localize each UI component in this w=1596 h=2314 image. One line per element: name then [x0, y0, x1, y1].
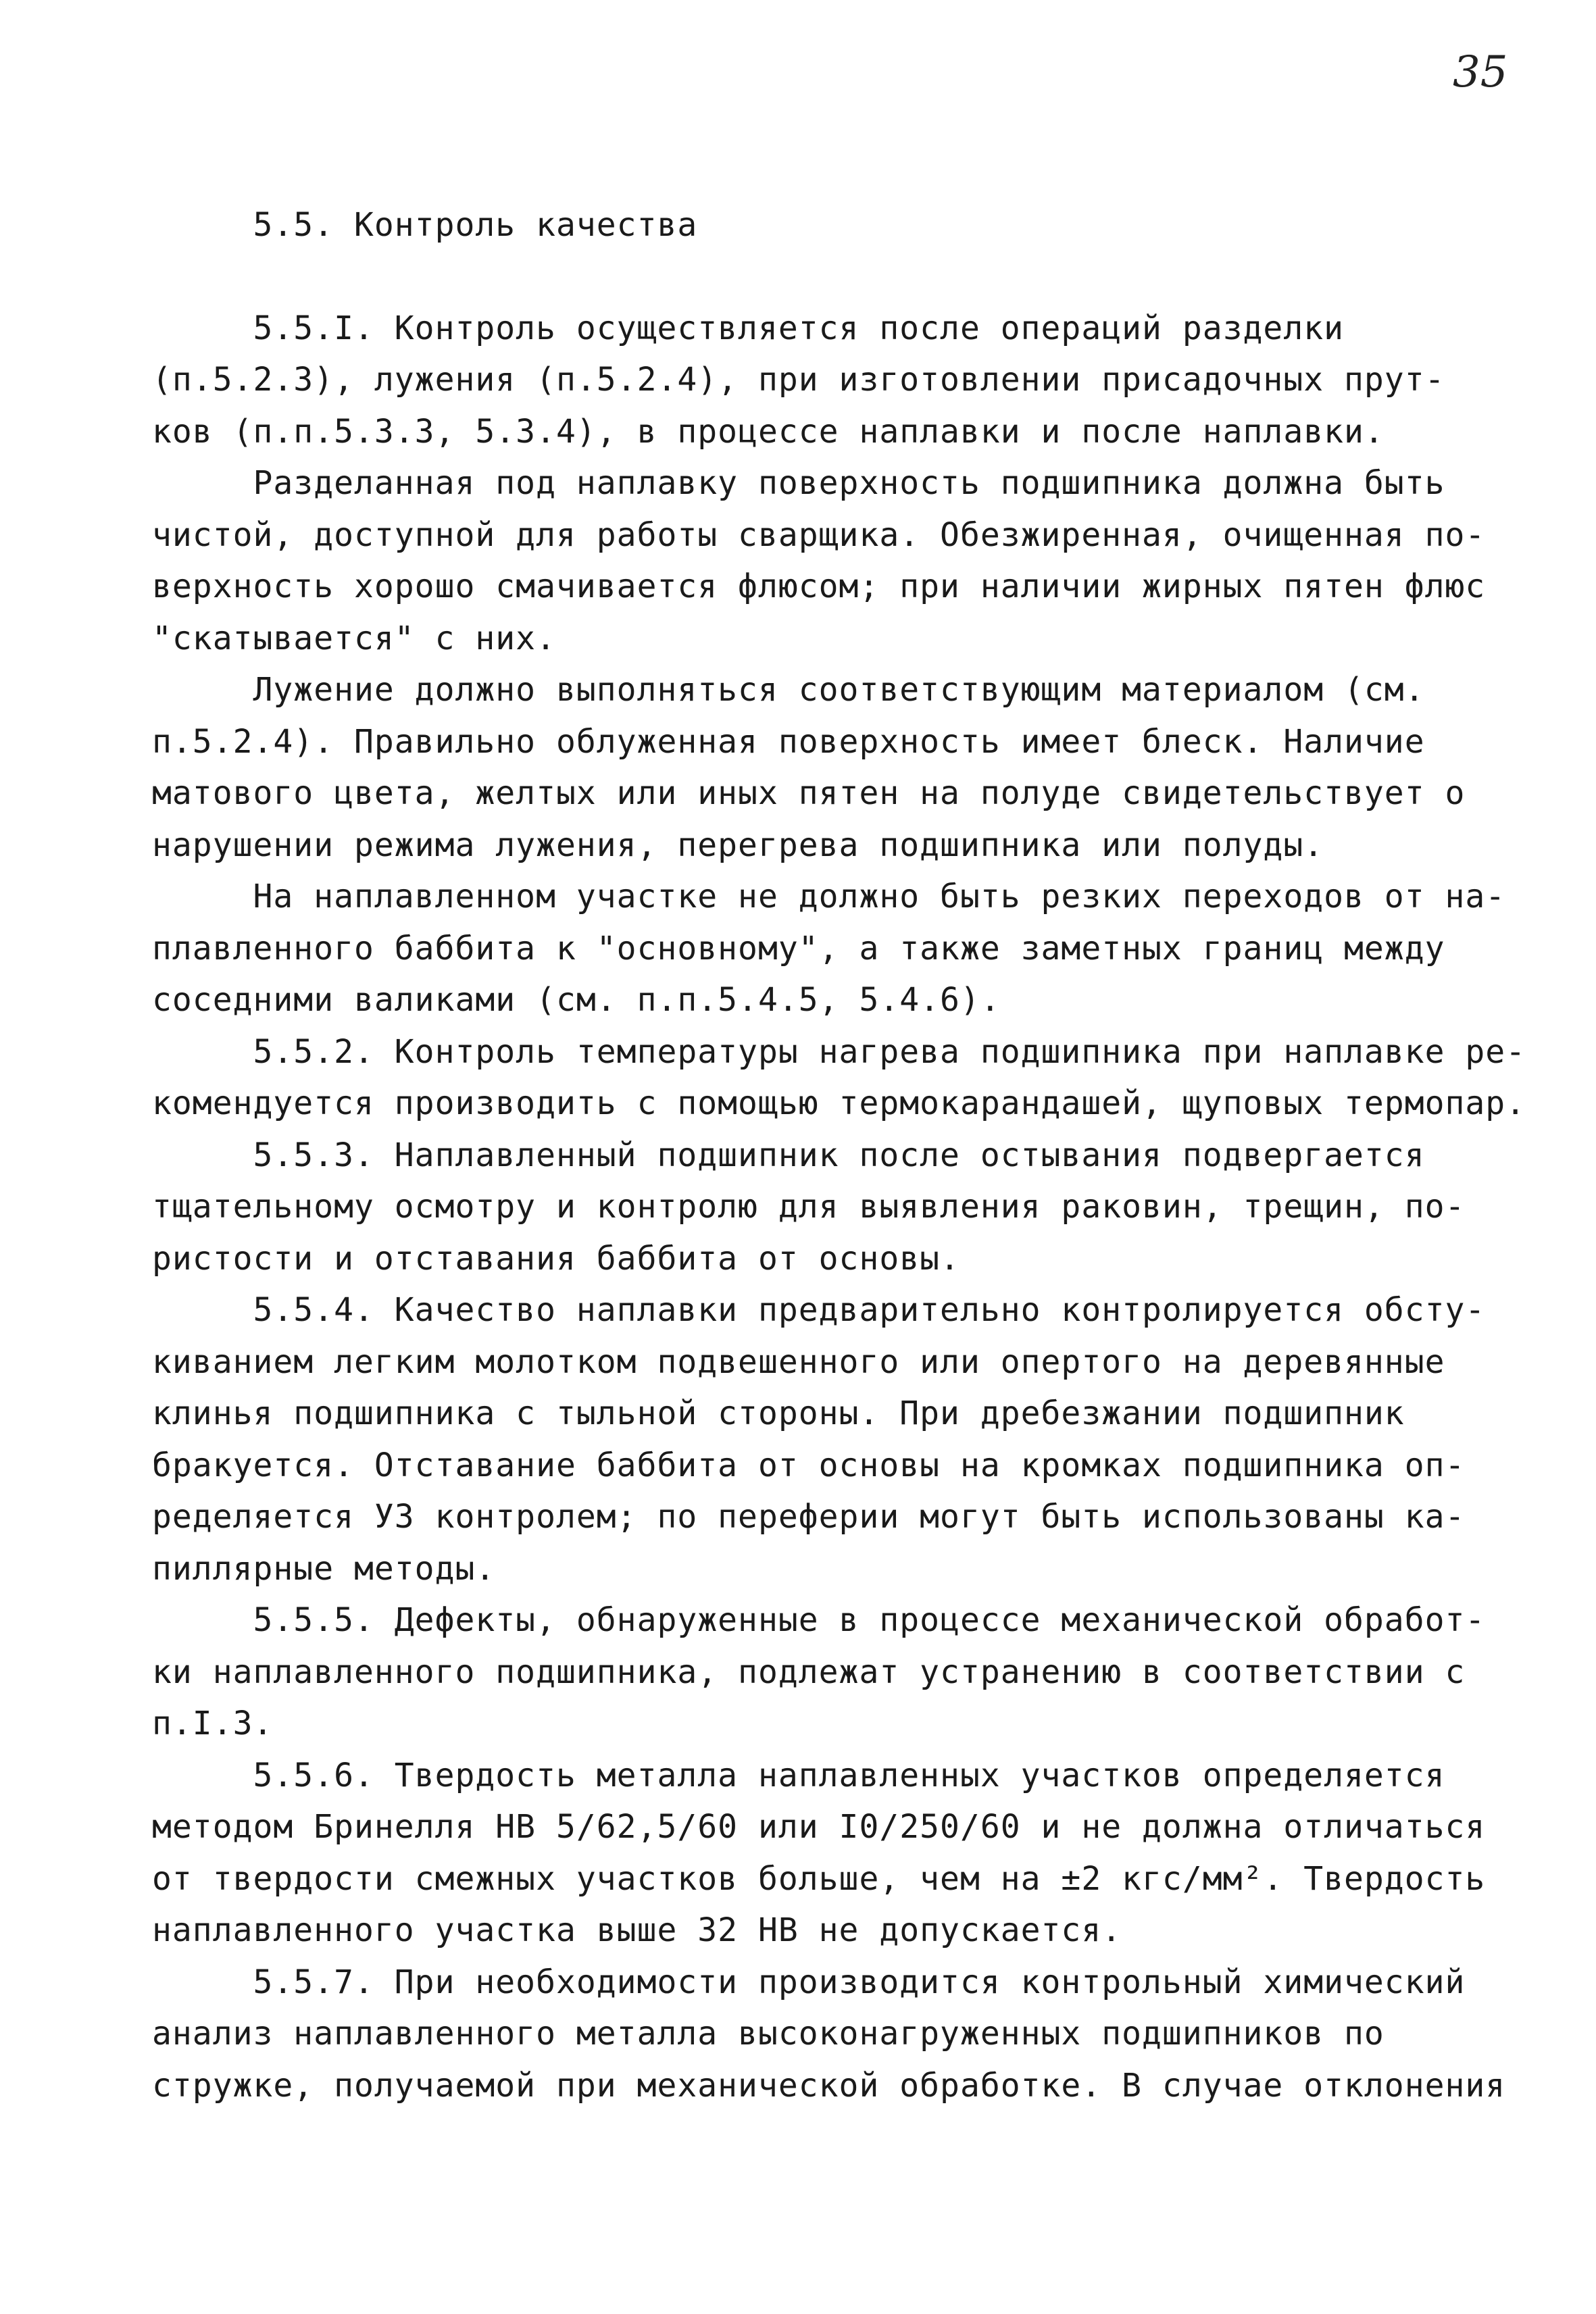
text-line: бракуется. Отставание баббита от основы на кромках подшипника оп- — [152, 1446, 1466, 1484]
section-heading: 5.5. Контроль качества — [152, 206, 698, 244]
text-line: 5.5.7. При необходимости производится контрольный химический — [152, 1963, 1466, 2001]
heading-spacer — [152, 251, 1517, 303]
text-line: наплавленного участка выше 32 НВ не допускается. — [152, 1911, 1122, 1949]
text-line: ки наплавленного подшипника, подлежат устранению в соответствии с — [152, 1653, 1466, 1691]
text-line: п.5.2.4). Правильно облуженная поверхность имеет блеск. Наличие — [152, 722, 1425, 761]
text-line: матового цвета, желтых или иных пятен на полуде свидетельствует о — [152, 774, 1466, 812]
text-line: 5.5.4. Качество наплавки предварительно контролируется обсту- — [152, 1291, 1486, 1329]
text-line: от твердости смежных участков больше, чем на ±2 кгс/мм². Твердость — [152, 1859, 1486, 1898]
text-line: (п.5.2.3), лужения (п.5.2.4), при изготовлении присадочных прут- — [152, 361, 1445, 399]
text-line: 5.5.5. Дефекты, обнаруженные в процессе механической обработ- — [152, 1601, 1486, 1639]
text-line: киванием легким молотком подвешенного или опертого на деревянные — [152, 1342, 1445, 1381]
text-line: методом Бринелля НВ 5/62,5/60 или I0/250/60 и не должна отличаться — [152, 1808, 1486, 1846]
text-line: стружке, получаемой при механической обработке. В случае отклонения — [152, 2066, 1506, 2105]
text-line: нарушении режима лужения, перегрева подшипника или полуды. — [152, 826, 1324, 864]
text-line: анализ наплавленного металла высоконагруженных подшипников по — [152, 2015, 1385, 2053]
text-line: Разделанная под наплавку поверхность подшипника должна быть — [152, 464, 1445, 502]
text-line: 5.5.2. Контроль температуры нагрева подшипника при наплавке ре- — [152, 1032, 1526, 1071]
text-line: п.I.3. — [152, 1705, 274, 1742]
text-line: ристости и отставания баббита от основы. — [152, 1239, 960, 1278]
text-line: 5.5.I. Контроль осуществляется после операций разделки — [152, 309, 1345, 347]
text-line: 5.5.3. Наплавленный подшипник после остывания подвергается — [152, 1136, 1425, 1174]
document-body — [152, 199, 1526, 2111]
text-line: Лужение должно выполняться соответствующим материалом (см. — [152, 671, 1425, 709]
text-line: 5.5.6. Твердость металла наплавленных участков определяется — [152, 1756, 1445, 1794]
text-line: соседними валиками (см. п.п.5.4.5, 5.4.6). — [152, 981, 1001, 1019]
text-line: "скатывается" с них. — [152, 619, 556, 657]
text-line: клинья подшипника с тыльной стороны. При дребезжании подшипник — [152, 1394, 1405, 1432]
text-line: ределяется УЗ контролем; по переферии могут быть использованы ка- — [152, 1498, 1466, 1536]
text-line: тщательному осмотру и контролю для выявления раковин, трещин, по- — [152, 1188, 1466, 1226]
text-line: верхность хорошо смачивается флюсом; при наличии жирных пятен флюс — [152, 568, 1486, 605]
text-line: комендуется производить с помощью термокарандашей, щуповых термопар. — [152, 1084, 1526, 1122]
text-line: ков (п.п.5.3.3, 5.3.4), в процессе наплавки и после наплавки. — [152, 412, 1385, 451]
page-number: 35 — [1453, 47, 1508, 97]
text-line: пиллярные методы. — [152, 1549, 496, 1588]
text-line: На наплавленном участке не должно быть резких переходов от на- — [152, 878, 1506, 915]
text-line: чистой, доступной для работы сварщика. Обезжиренная, очищенная по- — [152, 515, 1486, 554]
text-line: плавленного баббита к "основному", а также заметных границ между — [152, 929, 1445, 967]
